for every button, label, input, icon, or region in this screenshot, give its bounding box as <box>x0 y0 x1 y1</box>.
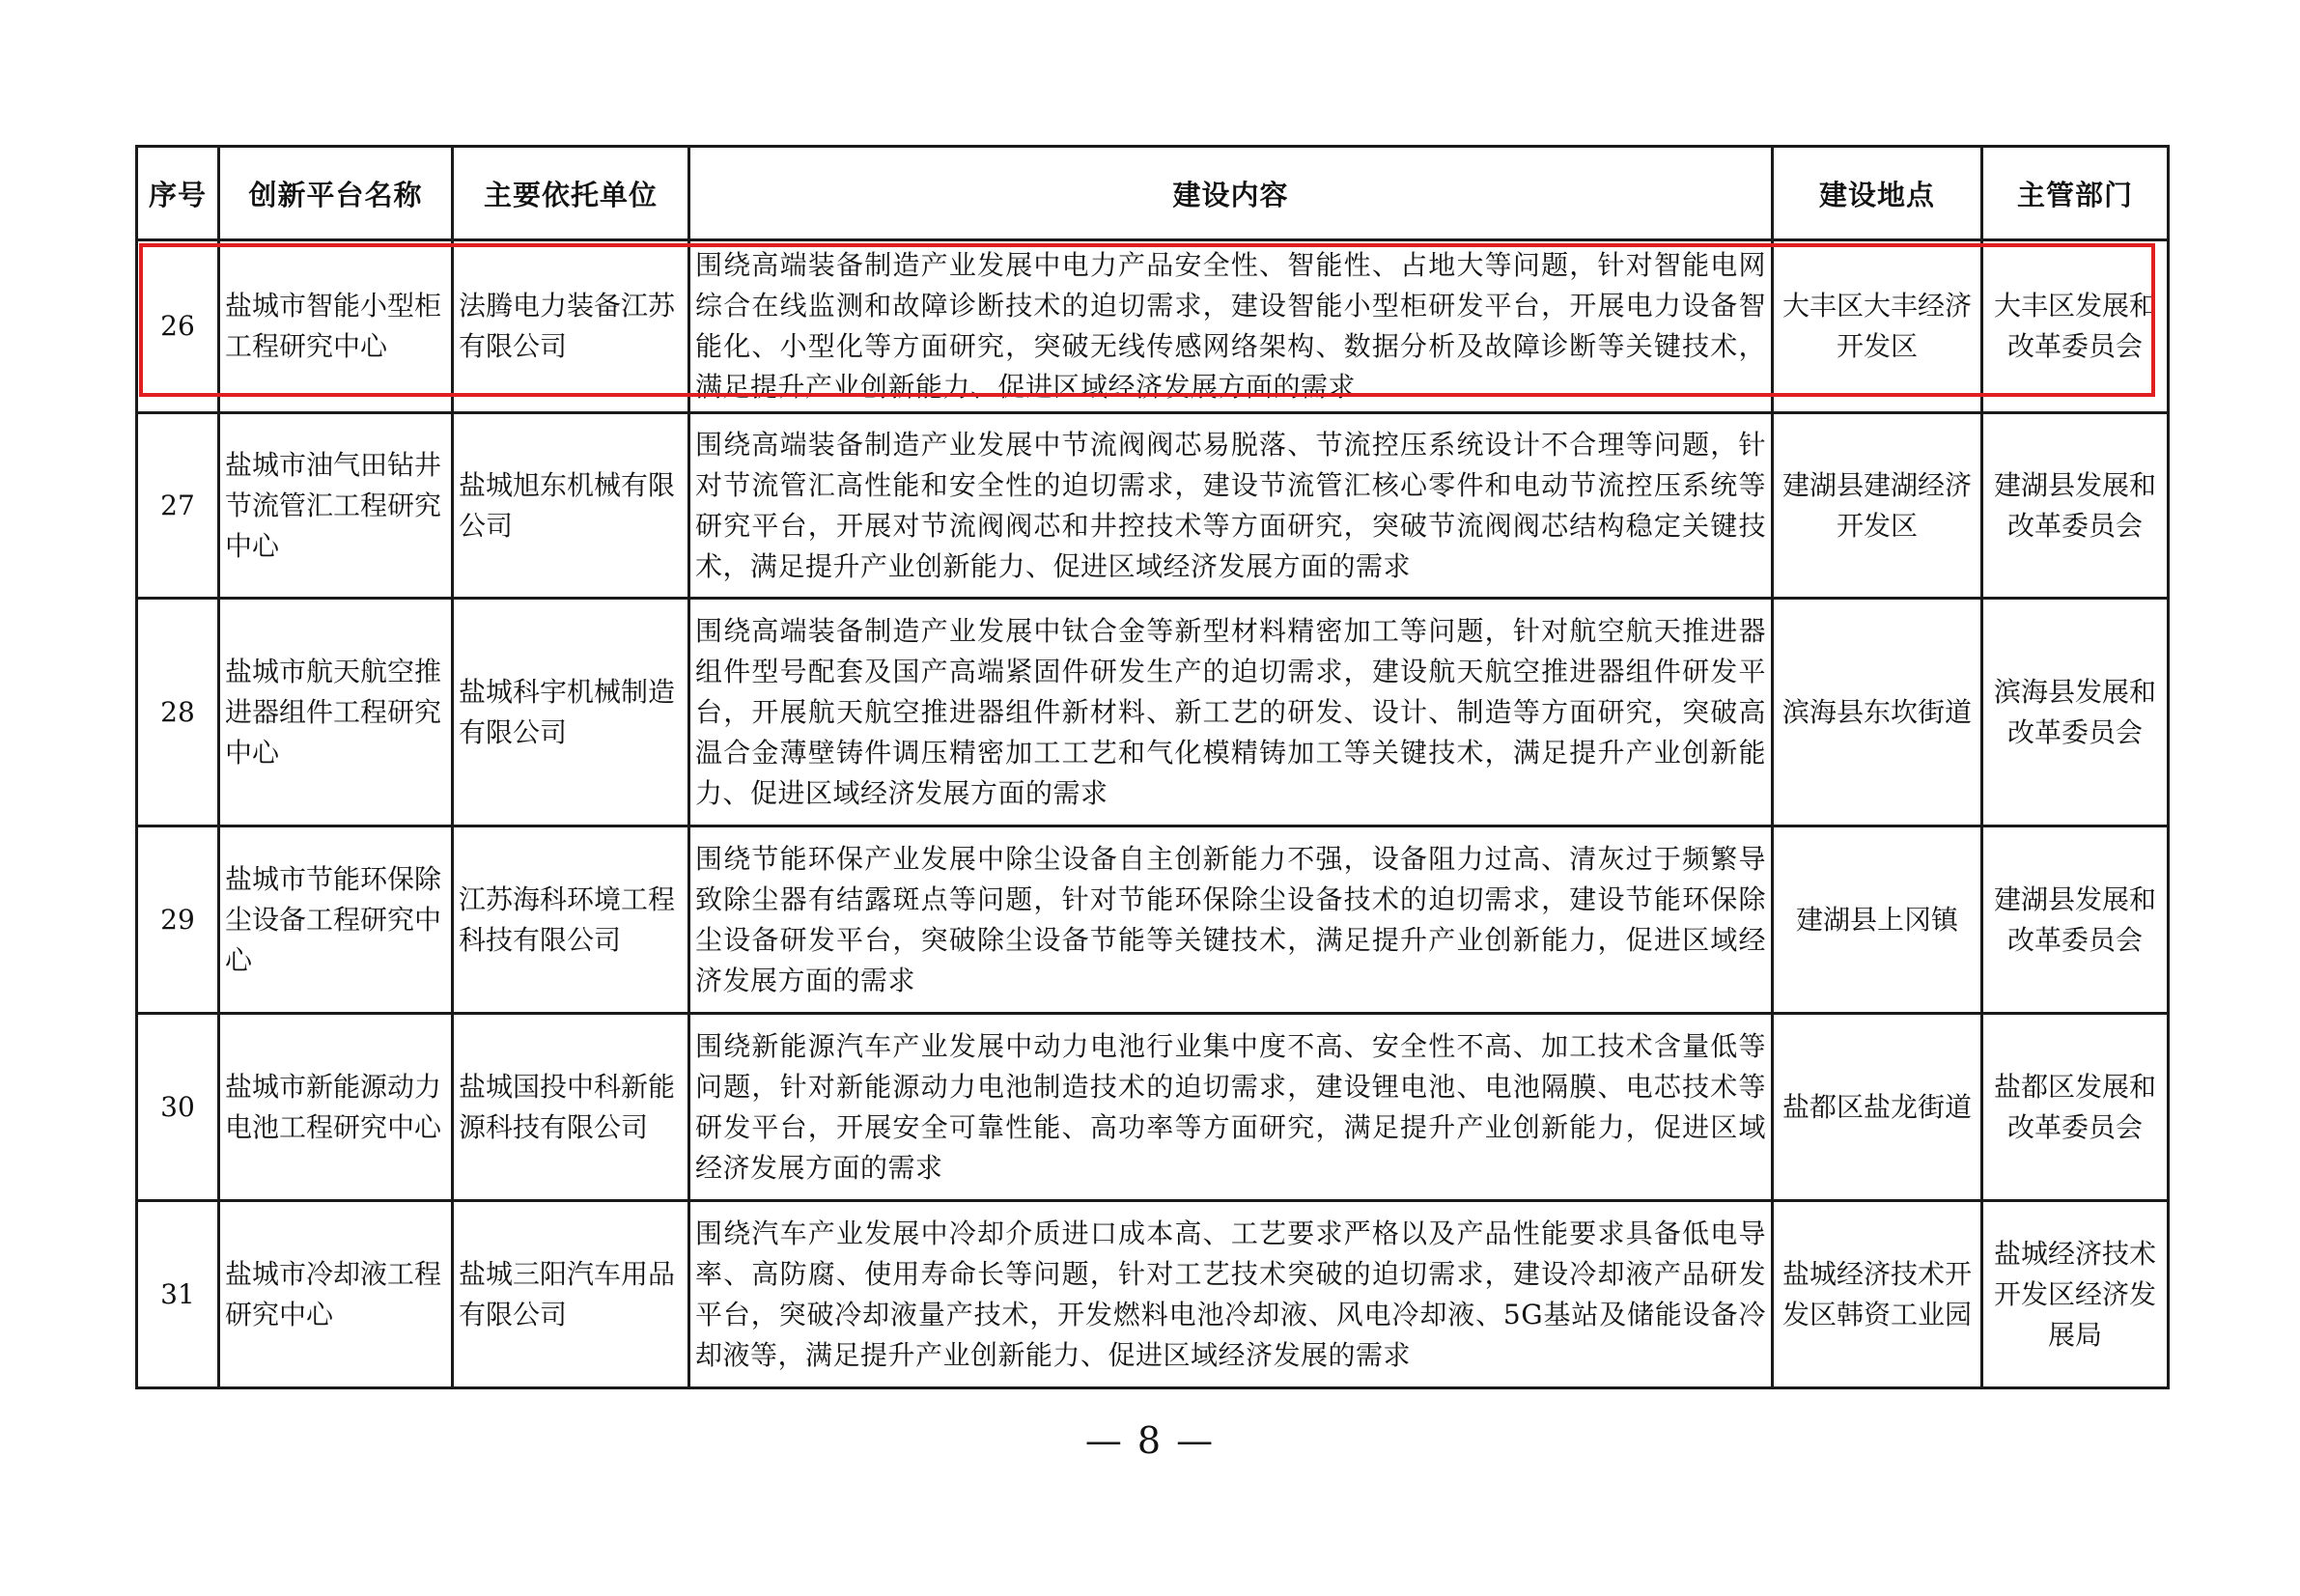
construction-location: 盐都区盐龙街道 <box>1773 1014 1982 1201</box>
host-unit: 盐城三阳汽车用品有限公司 <box>453 1201 689 1388</box>
construction-location: 滨海县东坎街道 <box>1773 599 1982 826</box>
managing-department: 盐城经济技术开发区经济发展局 <box>1982 1201 2169 1388</box>
host-unit: 盐城国投中科新能源科技有限公司 <box>453 1014 689 1201</box>
managing-department: 建湖县发展和改革委员会 <box>1982 413 2169 599</box>
table-row <box>137 413 2169 599</box>
host-unit: 法腾电力装备江苏有限公司 <box>453 240 689 413</box>
managing-department: 滨海县发展和改革委员会 <box>1982 599 2169 826</box>
header-department: 主管部门 <box>1982 147 2169 240</box>
construction-location: 盐城经济技术开发区韩资工业园 <box>1773 1201 1982 1388</box>
construction-content: 围绕汽车产业发展中冷却介质进口成本高、工艺要求严格以及产品性能要求具备低电导率、高防腐、使用寿命长等问题，针对工艺技术突破的迫切需求，建设冷却液产品研发平台，突破冷却液量产技术，开发燃料电池冷却液、风电冷却液、5G基站及储能设备冷却液等，满足提升产业创新能力、促进区域经济发展的需求 <box>689 1201 1773 1388</box>
table-row <box>137 826 2169 1014</box>
table-row <box>137 599 2169 826</box>
header-no: 序号 <box>137 147 219 240</box>
table-row <box>137 240 2169 413</box>
construction-content: 围绕新能源汽车产业发展中动力电池行业集中度不高、安全性不高、加工技术含量低等问题，针对新能源动力电池制造技术的迫切需求，建设锂电池、电池隔膜、电芯技术等研发平台，开展安全可靠性能、高功率等方面研究，满足提升产业创新能力，促进区域经济发展方面的需求 <box>689 1014 1773 1201</box>
table-row <box>137 1014 2169 1201</box>
header-platform-name: 创新平台名称 <box>219 147 453 240</box>
innovation-platform-table <box>135 145 2170 1389</box>
table-header-row <box>137 147 2169 240</box>
row-number: 31 <box>137 1201 219 1388</box>
host-unit: 盐城科宇机械制造有限公司 <box>453 599 689 826</box>
header-content: 建设内容 <box>689 147 1773 240</box>
construction-location: 建湖县建湖经济开发区 <box>1773 413 1982 599</box>
platform-name: 盐城市航天航空推进器组件工程研究中心 <box>219 599 453 826</box>
managing-department: 建湖县发展和改革委员会 <box>1982 826 2169 1014</box>
platform-name: 盐城市新能源动力电池工程研究中心 <box>219 1014 453 1201</box>
row-number: 29 <box>137 826 219 1014</box>
construction-location: 建湖县上冈镇 <box>1773 826 1982 1014</box>
construction-content: 围绕节能环保产业发展中除尘设备自主创新能力不强，设备阻力过高、清灰过于频繁导致除尘器有结露斑点等问题，针对节能环保除尘设备技术的迫切需求，建设节能环保除尘设备研发平台，突破除尘设备节能等关键技术，满足提升产业创新能力，促进区域经济发展方面的需求 <box>689 826 1773 1014</box>
managing-department: 盐都区发展和改革委员会 <box>1982 1014 2169 1201</box>
header-host-unit: 主要依托单位 <box>453 147 689 240</box>
row-number: 30 <box>137 1014 219 1201</box>
host-unit: 江苏海科环境工程科技有限公司 <box>453 826 689 1014</box>
construction-content: 围绕高端装备制造产业发展中钛合金等新型材料精密加工等问题，针对航空航天推进器组件型号配套及国产高端紧固件研发生产的迫切需求，建设航天航空推进器组件研发平台，开展航天航空推进器组件新材料、新工艺的研发、设计、制造等方面研究，突破高温合金薄壁铸件调压精密加工工艺和气化模精铸加工等关键技术，满足提升产业创新能力、促进区域经济发展方面的需求 <box>689 599 1773 826</box>
table-row <box>137 1201 2169 1388</box>
construction-location: 大丰区大丰经济开发区 <box>1773 240 1982 413</box>
platform-name: 盐城市智能小型柜工程研究中心 <box>219 240 453 413</box>
platform-name: 盐城市油气田钻井节流管汇工程研究中心 <box>219 413 453 599</box>
row-number: 28 <box>137 599 219 826</box>
host-unit: 盐城旭东机械有限公司 <box>453 413 689 599</box>
managing-department: 大丰区发展和改革委员会 <box>1982 240 2169 413</box>
page-number: — 8 — <box>1084 1419 1216 1462</box>
row-number: 27 <box>137 413 219 599</box>
row-number: 26 <box>137 240 219 413</box>
construction-content: 围绕高端装备制造产业发展中电力产品安全性、智能性、占地大等问题，针对智能电网综合在线监测和故障诊断技术的迫切需求，建设智能小型柜研发平台，开展电力设备智能化、小型化等方面研究，突破无线传感网络架构、数据分析及故障诊断等关键技术，满足提升产业创新能力、促进区域经济发展方面的需求 <box>689 240 1773 413</box>
platform-name: 盐城市节能环保除尘设备工程研究中心 <box>219 826 453 1014</box>
platform-name: 盐城市冷却液工程研究中心 <box>219 1201 453 1388</box>
header-location: 建设地点 <box>1773 147 1982 240</box>
construction-content: 围绕高端装备制造产业发展中节流阀阀芯易脱落、节流控压系统设计不合理等问题，针对节流管汇高性能和安全性的迫切需求，建设节流管汇核心零件和电动节流控压系统等研究平台，开展对节流阀阀芯和井控技术等方面研究，突破节流阀阀芯结构稳定关键技术，满足提升产业创新能力、促进区域经济发展方面的需求 <box>689 413 1773 599</box>
